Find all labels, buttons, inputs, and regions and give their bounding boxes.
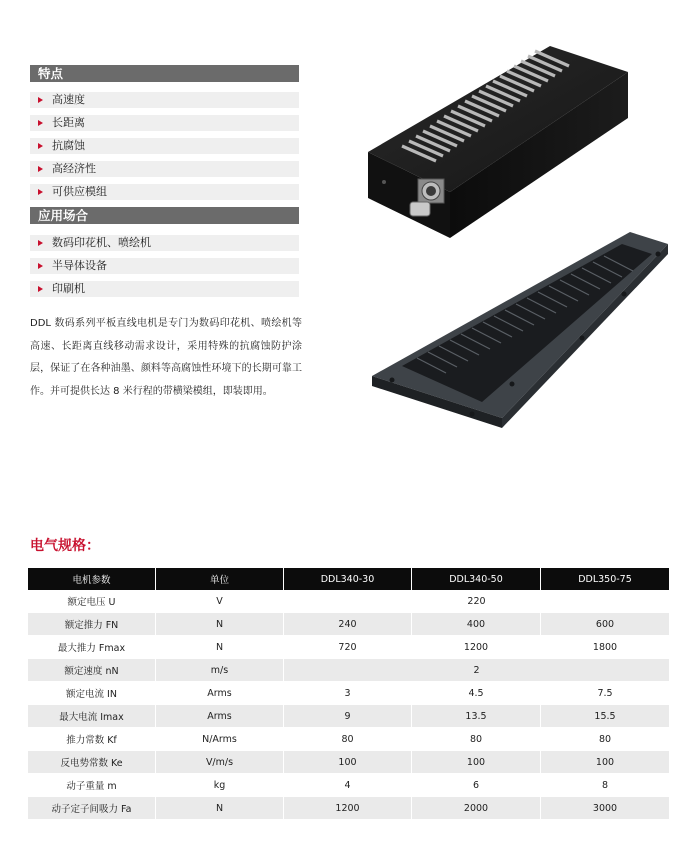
param-cell: 额定推力 FN	[28, 613, 156, 636]
unit-cell: N/Arms	[156, 728, 284, 751]
table-row	[28, 682, 669, 705]
column-header: 电机参数	[28, 568, 156, 590]
list-item-label: 半导体设备	[52, 259, 107, 272]
unit-cell: N	[156, 636, 284, 659]
triangle-bullet-icon	[38, 143, 43, 149]
value-cell: 7.5	[541, 682, 669, 705]
param-cell: 最大推力 Fmax	[28, 636, 156, 659]
spec-title: 电气规格：	[30, 538, 100, 554]
list-item	[30, 92, 299, 108]
table-row	[28, 659, 669, 682]
triangle-bullet-icon	[38, 189, 43, 195]
product-description: DDL 数码系列平板直线电机是专门为数码印花机、喷绘机等高速、长距离直线移动需求设计，采用特殊的抗腐蚀防护涂层，保证了在各种油墨、颜料等高腐蚀性环境下的长期可靠工作。并可提供长达 8 米行程的带横梁模组，即装即用。	[30, 318, 302, 397]
list-item-label: 高速度	[52, 93, 85, 106]
value-cell: 720	[284, 636, 412, 659]
unit-cell: Arms	[156, 705, 284, 728]
spec-table	[28, 568, 669, 820]
unit-cell: N	[156, 797, 284, 820]
unit-cell: V/m/s	[156, 751, 284, 774]
list-item	[30, 138, 299, 154]
list-item	[30, 184, 299, 200]
param-cell: 额定电压 U	[28, 590, 156, 613]
table-row	[28, 751, 669, 774]
stator-track-image	[362, 228, 672, 428]
list-item-label: 高经济性	[52, 162, 96, 175]
unit-cell: V	[156, 590, 284, 613]
column-header: DDL350-75	[541, 568, 669, 590]
triangle-bullet-icon	[38, 166, 43, 172]
features-heading: 特点	[30, 65, 299, 82]
value-cell: 8	[541, 774, 669, 797]
value-cell: 80	[412, 728, 541, 751]
value-cell: 100	[541, 751, 669, 774]
motor-mover-image	[360, 42, 630, 242]
list-item	[30, 161, 299, 177]
triangle-bullet-icon	[38, 120, 43, 126]
triangle-bullet-icon	[38, 97, 43, 103]
value-cell: 600	[541, 613, 669, 636]
value-cell-merged: 2	[284, 659, 669, 682]
unit-cell: kg	[156, 774, 284, 797]
table-row	[28, 590, 669, 613]
param-cell: 最大电流 Imax	[28, 705, 156, 728]
table-row	[28, 728, 669, 751]
value-cell: 100	[412, 751, 541, 774]
table-row	[28, 705, 669, 728]
list-item-label: 数码印花机、喷绘机	[52, 236, 151, 249]
triangle-bullet-icon	[38, 240, 43, 246]
value-cell: 100	[284, 751, 412, 774]
column-header: DDL340-30	[284, 568, 412, 590]
features-list	[30, 92, 299, 207]
table-row	[28, 613, 669, 636]
unit-cell: N	[156, 613, 284, 636]
triangle-bullet-icon	[38, 286, 43, 292]
list-item-label: 抗腐蚀	[52, 139, 85, 152]
column-header: 单位	[156, 568, 284, 590]
param-cell: 推力常数 Kf	[28, 728, 156, 751]
table-row	[28, 774, 669, 797]
list-item-label: 可供应模组	[52, 185, 107, 198]
value-cell: 15.5	[541, 705, 669, 728]
list-item	[30, 115, 299, 131]
unit-cell: m/s	[156, 659, 284, 682]
value-cell: 9	[284, 705, 412, 728]
value-cell: 1800	[541, 636, 669, 659]
param-cell: 动子重量 m	[28, 774, 156, 797]
value-cell: 4.5	[412, 682, 541, 705]
applications-list	[30, 235, 299, 304]
applications-heading: 应用场合	[30, 207, 299, 224]
value-cell: 4	[284, 774, 412, 797]
value-cell: 13.5	[412, 705, 541, 728]
list-item	[30, 258, 299, 274]
list-item-label: 长距离	[52, 116, 85, 129]
param-cell: 反电势常数 Ke	[28, 751, 156, 774]
list-item	[30, 281, 299, 297]
list-item-label: 印刷机	[52, 282, 85, 295]
value-cell: 240	[284, 613, 412, 636]
column-header: DDL340-50	[412, 568, 541, 590]
value-cell: 2000	[412, 797, 541, 820]
table-header-row	[28, 568, 669, 590]
value-cell: 1200	[284, 797, 412, 820]
list-item	[30, 235, 299, 251]
value-cell: 400	[412, 613, 541, 636]
value-cell: 80	[541, 728, 669, 751]
value-cell: 80	[284, 728, 412, 751]
param-cell: 额定速度 nN	[28, 659, 156, 682]
value-cell: 1200	[412, 636, 541, 659]
value-cell: 6	[412, 774, 541, 797]
value-cell-merged: 220	[284, 590, 669, 613]
table-row	[28, 636, 669, 659]
param-cell: 额定电流 IN	[28, 682, 156, 705]
unit-cell: Arms	[156, 682, 284, 705]
value-cell: 3	[284, 682, 412, 705]
value-cell: 3000	[541, 797, 669, 820]
table-row	[28, 797, 669, 820]
triangle-bullet-icon	[38, 263, 43, 269]
param-cell: 动子定子间吸力 Fa	[28, 797, 156, 820]
